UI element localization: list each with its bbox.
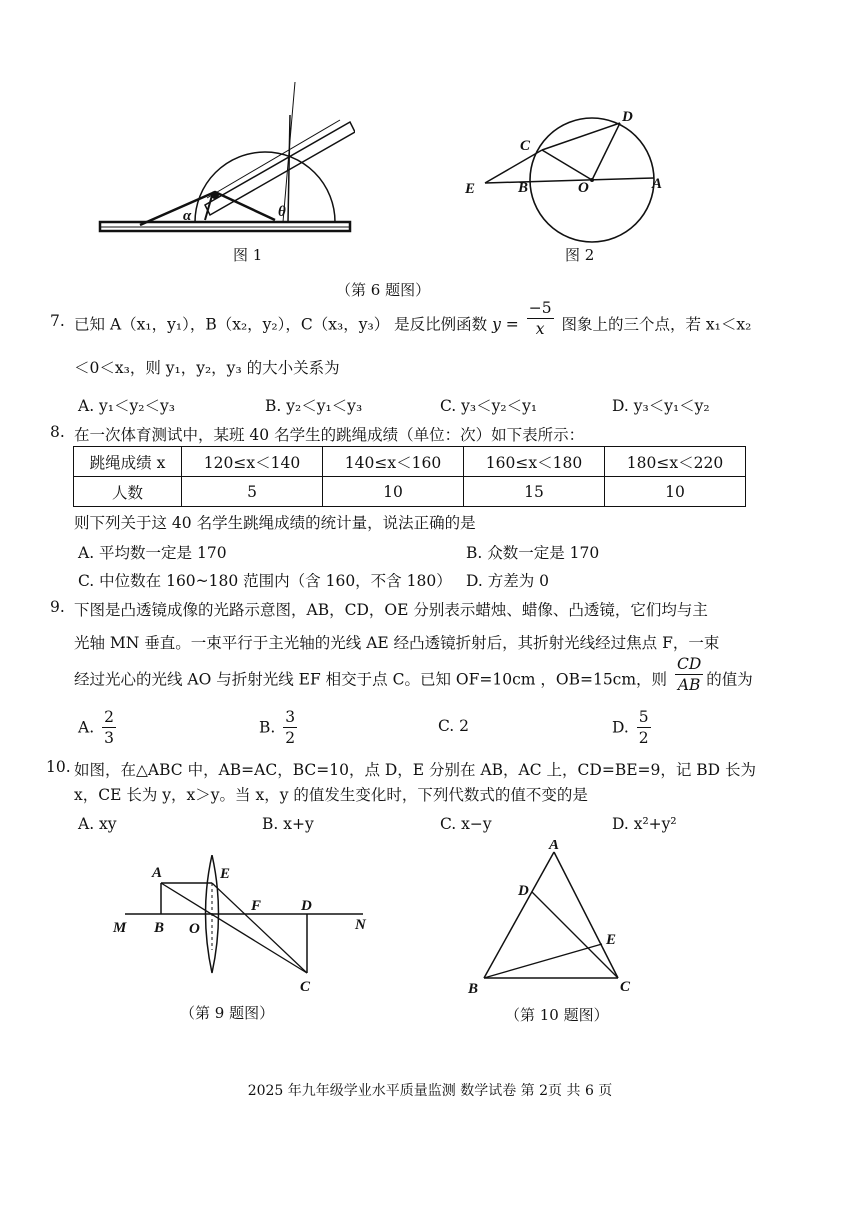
q8-option-a: A. 平均数一定是 170 [78, 544, 227, 562]
q7-point-a: A（x₁，y₁）， [109, 315, 206, 334]
q8-option-d: D. 方差为 0 [466, 572, 550, 590]
q8-number: 8. [50, 423, 65, 441]
label-A: A [549, 840, 560, 853]
label-A: A [152, 865, 163, 881]
label-B: B [154, 920, 165, 936]
q9-option-a: A. $\frac{2}{3}$ [78, 708, 114, 747]
q7-option-a: A. y₁＜y₂＜y₃ [78, 397, 175, 415]
q7-point-c: C（x₃，y₃） [300, 315, 390, 334]
label-E: E [465, 181, 476, 197]
q7-fraction [527, 298, 554, 339]
q7-option-b: B. y₂＜y₁＜y₃ [265, 397, 363, 415]
q8-option-c: C. 中位数在 160~180 范围内（含 160，不含 180） [78, 572, 452, 590]
label-C: C [520, 138, 531, 154]
q9-line-2: 光轴 MN 垂直。一束平行于主光轴的光线 AE 经凸透镜折射后，其折射光线经过焦点 F，一束 [74, 634, 720, 652]
q7-stem-line-1 [74, 299, 752, 339]
q10-option-c: C. x−y [440, 815, 492, 833]
q8-stem: 在一次体育测试中，某班 40 名学生的跳绳成绩（单位：次）如下表所示： [74, 426, 585, 444]
label-D: D [301, 898, 312, 914]
table-header-cell: 180≤x＜220 [605, 447, 746, 477]
table-cell: 10 [605, 477, 746, 507]
figure-6-caption: （第 6 题图） [336, 281, 431, 299]
q7-func-y: y = [492, 315, 519, 334]
q8-score-table [73, 446, 746, 507]
q7-stem-4: ＜0＜x₃，则 y₁，y₂，y₃ 的大小关系为 [74, 359, 340, 377]
label-D: D [518, 883, 529, 899]
table-cell: 5 [182, 477, 323, 507]
q7-point-b: B（x₂，y₂）， [205, 315, 301, 334]
q9-ratio-num: CD [677, 655, 702, 673]
q10-option-d: D. x²+y² [612, 815, 677, 833]
q7-stem-1: 已知 [74, 315, 106, 334]
table-cell: 15 [464, 477, 605, 507]
table-header-cell: 140≤x＜160 [323, 447, 464, 477]
q9-option-b: B. $\frac{3}{2}$ [259, 708, 296, 747]
q10-number: 10. [46, 758, 71, 776]
q7-stem-3: 图象上的三个点，若 x₁＜x₂ [561, 315, 752, 334]
q9-ratio [675, 654, 703, 695]
q10-option-a: A. xy [78, 815, 117, 833]
theta-label: θ [278, 204, 286, 220]
table-row [74, 477, 746, 507]
q9-option-d: D. $\frac{5}{2}$ [612, 708, 649, 747]
label-D: D [622, 109, 633, 125]
q9-option-c: C. 2 [438, 717, 470, 735]
q9-ratio-den: AB [677, 676, 701, 694]
label-C: C [300, 979, 311, 995]
q7-func-den: x [535, 320, 545, 338]
table-cell: 10 [323, 477, 464, 507]
q9-line-1: 下图是凸透镜成像的光路示意图，AB，CD，OE 分别表示蜡烛、蜡像、凸透镜，它们均与主 [74, 601, 708, 619]
figure-10-caption: （第 10 题图） [505, 1006, 609, 1024]
q7-stem-2: 是反比例函数 [394, 315, 488, 334]
page-footer: 2025 年九年级学业水平质量监测 数学试卷 第 2页 共 6 页 [247, 1083, 613, 1099]
label-F: F [251, 898, 262, 914]
q10-option-b: B. x+y [262, 815, 314, 833]
label-M: M [113, 920, 127, 936]
q9-line-3-text: 经过光心的光线 AO 与折射光线 EF 相交于点 C。已知 OF=10cm ，OB=15cm，则 [74, 670, 668, 689]
figure-9-caption: （第 9 题图） [180, 1004, 275, 1022]
figure-9-lens-diagram [105, 855, 390, 1000]
table-header-cell: 120≤x＜140 [182, 447, 323, 477]
label-N: N [355, 917, 366, 933]
alpha-label: α [183, 208, 192, 224]
label-E: E [606, 932, 617, 948]
q7-number: 7. [50, 312, 65, 330]
q7-option-c: C. y₃＜y₂＜y₁ [440, 397, 538, 415]
label-B: B [468, 981, 479, 997]
q9-line-3-end: 的值为 [706, 670, 753, 689]
q10-line-2: x，CE 长为 y，x＞y。当 x，y 的值发生变化时，下列代数式的值不变的是 [74, 786, 588, 804]
figure-2-caption: 图 2 [565, 246, 595, 264]
label-O: O [189, 921, 200, 937]
figure-1-caption: 图 1 [233, 246, 263, 264]
label-A: A [652, 176, 663, 192]
q7-func-num: −5 [528, 299, 552, 317]
table-row [74, 447, 746, 477]
q7-option-d: D. y₃＜y₁＜y₂ [612, 397, 710, 415]
table-cell: 人数 [74, 477, 182, 507]
q10-line-1: 如图，在△ABC 中，AB=AC，BC=10，点 D，E 分别在 AB，AC 上，CD=BE=9，记 BD 长为 [74, 761, 757, 779]
q8-option-b: B. 众数一定是 170 [466, 544, 600, 562]
figure-6-2-circle [460, 100, 680, 250]
label-C: C [620, 979, 631, 995]
figure-6-1-protractor [95, 80, 355, 240]
table-header-cell: 160≤x＜180 [464, 447, 605, 477]
q9-line-3 [74, 655, 753, 695]
q8-question: 则下列关于这 40 名学生跳绳成绩的统计量，说法正确的是 [74, 514, 476, 532]
q9-number: 9. [50, 598, 65, 616]
figure-10-triangle [462, 840, 642, 1000]
table-header-cell: 跳绳成绩 x [74, 447, 182, 477]
label-E: E [220, 866, 231, 882]
label-O: O [578, 180, 589, 196]
label-B: B [518, 180, 529, 196]
